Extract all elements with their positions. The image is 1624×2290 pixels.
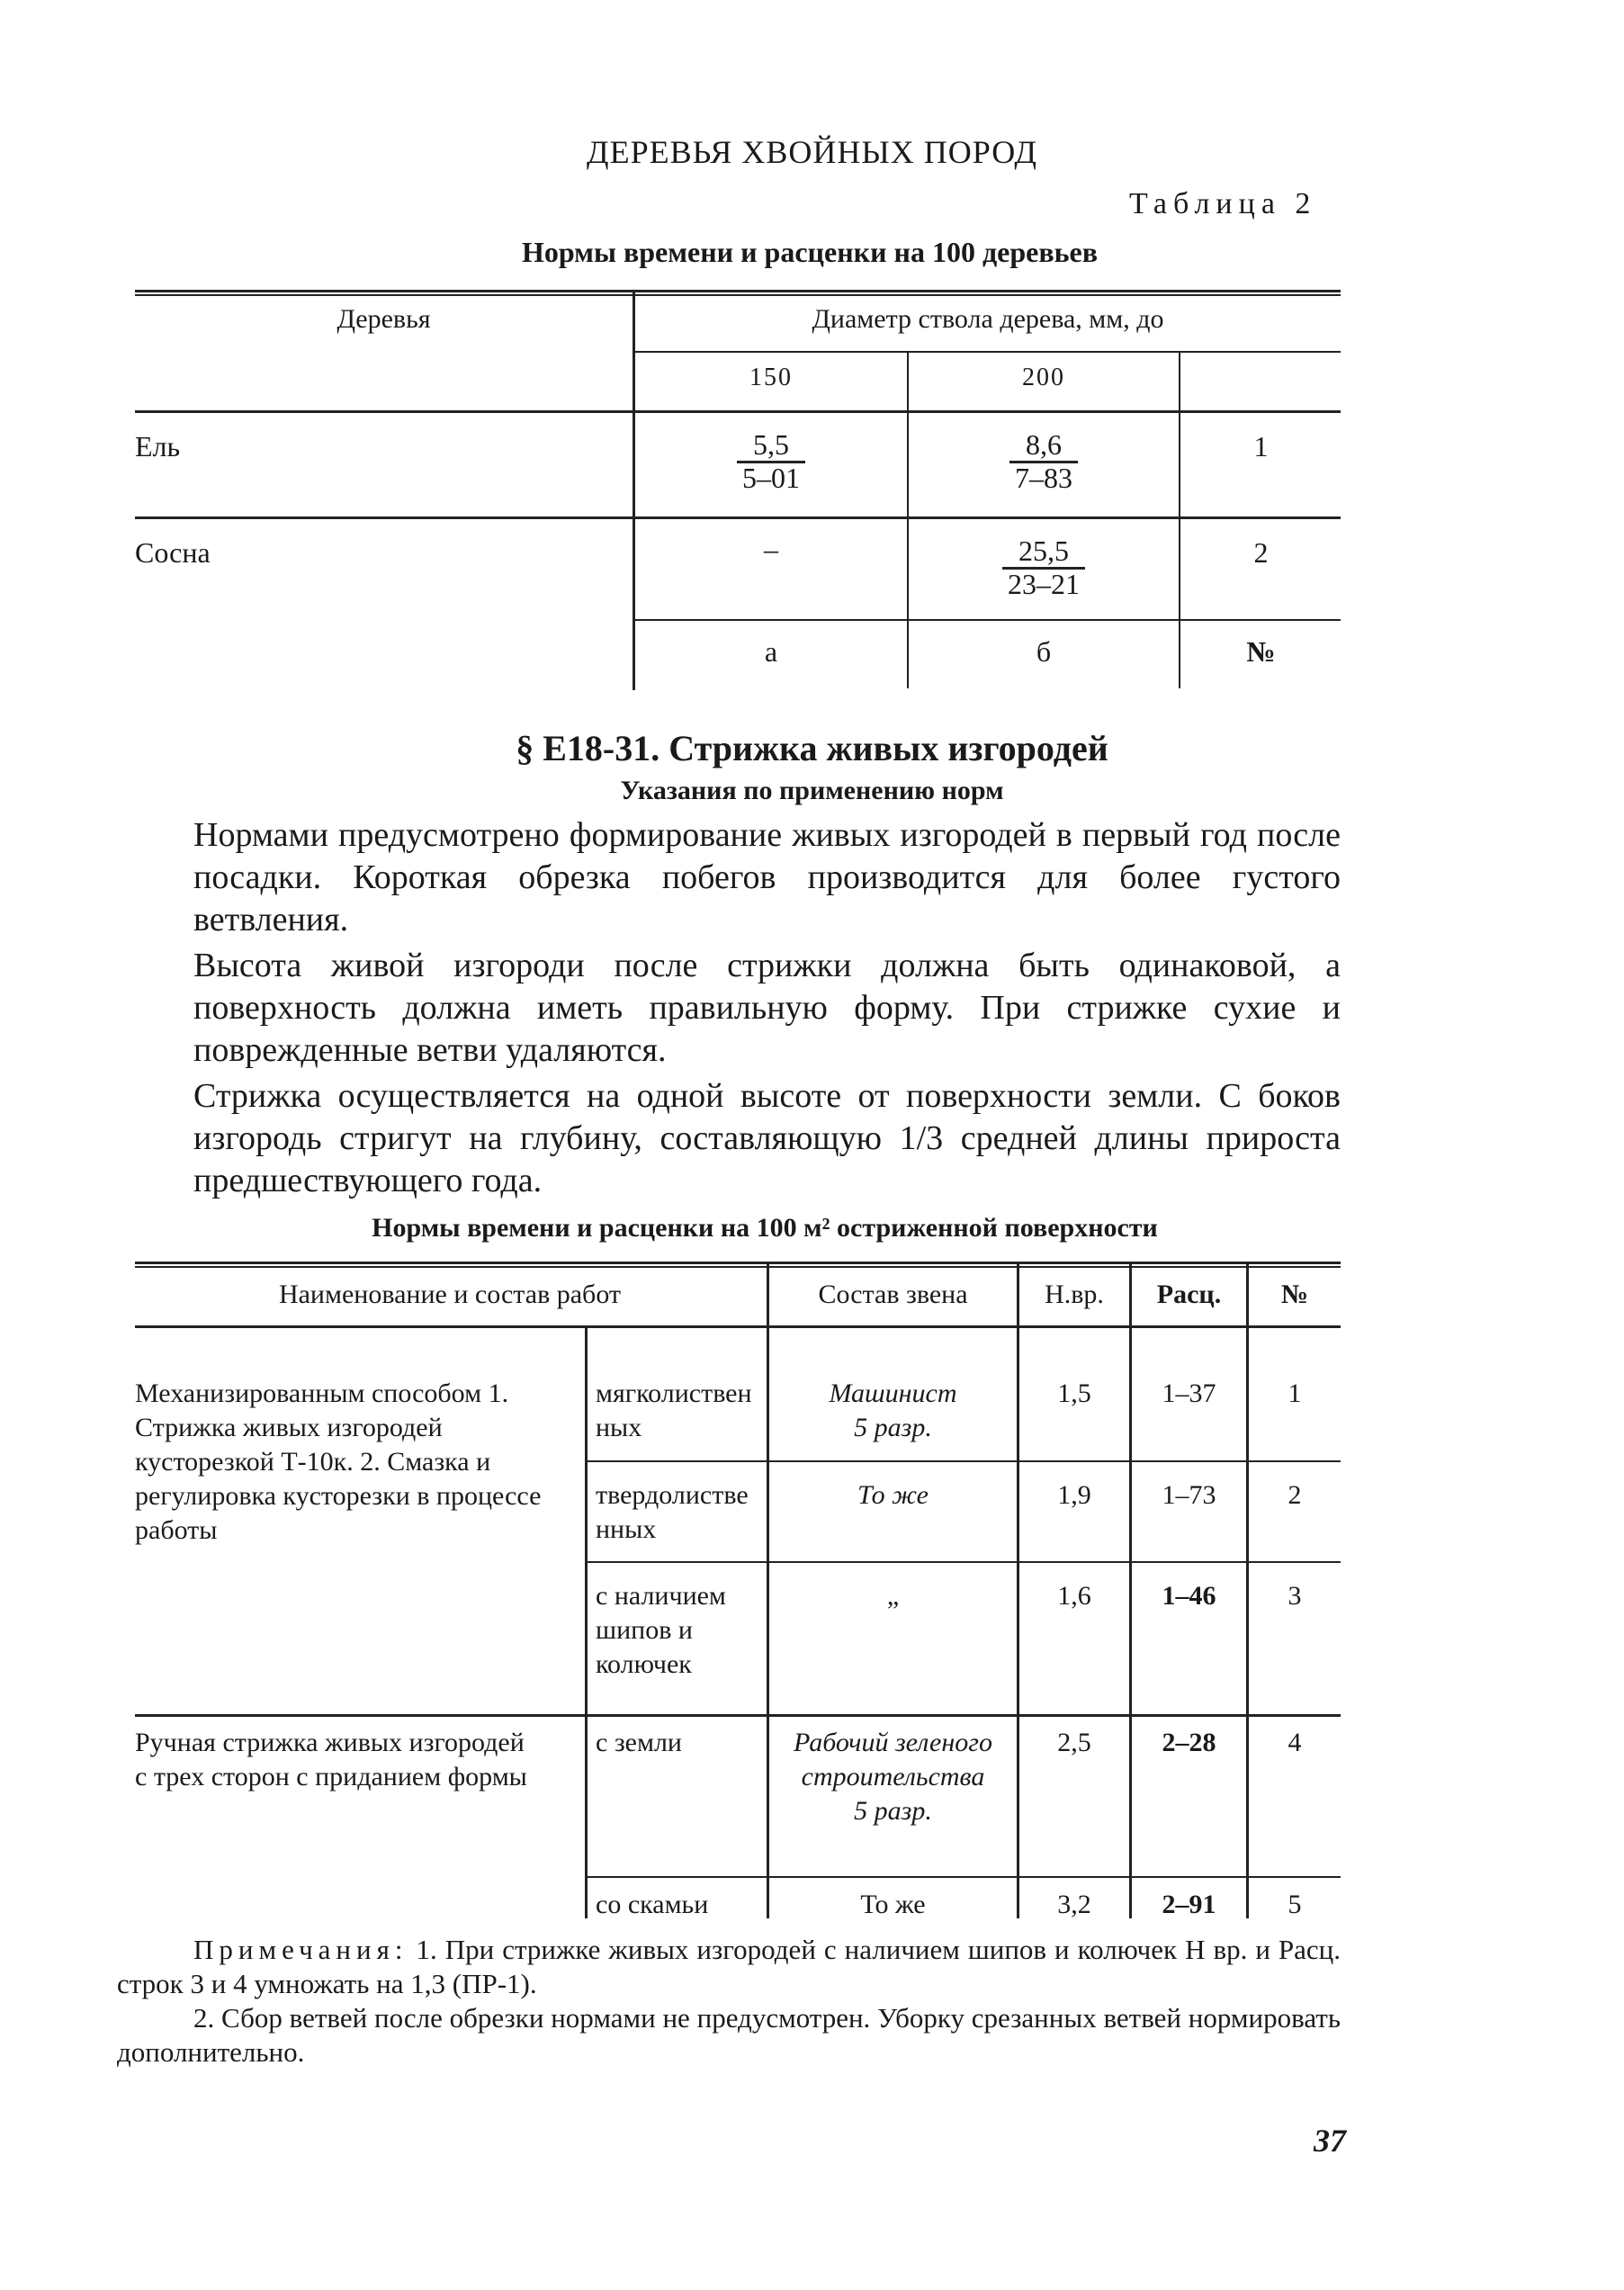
row3-number: 3 xyxy=(1288,1581,1302,1611)
row4-crew-grade: 5 разр. xyxy=(854,1796,932,1826)
group-manual: Ручная стрижка живых изгородей с трех сторон с приданием формы xyxy=(135,1728,527,1792)
row5-crew: То же xyxy=(860,1890,926,1919)
header-nvr: Н.вр. xyxy=(1045,1280,1104,1309)
row1-variant: мягколиственных xyxy=(596,1378,752,1442)
footer-b: б xyxy=(1036,635,1052,668)
footer-a: а xyxy=(764,635,778,668)
row1-crew xyxy=(769,1377,1017,1445)
row2-variant: твердолиственных xyxy=(596,1480,749,1544)
row4-crew-title: Рабочий зеленого строительства xyxy=(794,1728,992,1792)
header-rasc: Расц. xyxy=(1156,1280,1222,1309)
note-1 xyxy=(117,1933,1341,2001)
el-150-norm: 5,5 xyxy=(737,430,805,463)
row3-variant: с наличием шипов и колючек xyxy=(596,1581,726,1679)
paragraph-3: Стрижка осуществляется на одной высоте от поверхности земли. С боков изгородь стригут на глубину, составляющую 1/3 средней длины прироста предшествующего года. xyxy=(193,1077,1341,1199)
notes xyxy=(117,1933,1341,2070)
section-title: ДЕРЕВЬЯ ХВОЙНЫХ ПОРОД xyxy=(587,134,1037,170)
table2-caption: Нормы времени и расценки на 100 м² остриженной поверхности xyxy=(372,1213,1158,1243)
table1-caption: Нормы времени и расценки на 100 деревьев xyxy=(521,236,1099,268)
header-number: № xyxy=(1280,1280,1309,1309)
sosna-200-norm: 25,5 xyxy=(1002,536,1085,570)
note-1-text: 1. При стрижке живых изгородей с наличием шипов и колючек Н вр. и Расц. строк 3 и 4 умножать на 1,3 (ПР-1). xyxy=(117,1934,1341,1999)
subcol-200: 200 xyxy=(1022,364,1065,391)
header-work-name: Наименование и состав работ xyxy=(278,1280,622,1309)
row5-rasc: 2–91 xyxy=(1162,1890,1216,1919)
row1-nvr: 1,5 xyxy=(1057,1378,1091,1408)
row2-nvr: 1,9 xyxy=(1057,1480,1091,1510)
col-trees-header: Деревья xyxy=(336,304,431,334)
row4-crew xyxy=(783,1726,1003,1828)
row1-number: 1 xyxy=(1288,1378,1302,1408)
el-150-rate: 5–01 xyxy=(742,461,800,494)
row1-crew-grade: 5 разр. xyxy=(854,1413,932,1442)
row3-crew: „ xyxy=(886,1581,900,1611)
group-mechanized: Механизированным способом 1. Стрижка живых изгородей кусторезкой Т-10к. 2. Смазка и регулировка кусторезки в процессе работы xyxy=(135,1378,542,1545)
cell-sosna-200 xyxy=(909,536,1179,601)
section-heading: § Е18-31. Стрижка живых изгородей xyxy=(516,728,1108,768)
row5-variant: со скамьи xyxy=(596,1890,709,1919)
row5-nvr: 3,2 xyxy=(1057,1890,1091,1919)
row4-nvr: 2,5 xyxy=(1057,1728,1091,1757)
row2-crew: То же xyxy=(857,1480,929,1510)
subcol-150: 150 xyxy=(749,364,793,391)
notes-label: Примечания: xyxy=(193,1934,408,1965)
section-subheading: Указания по применению норм xyxy=(620,776,1004,805)
row2-number: 2 xyxy=(1288,1480,1302,1510)
row-name-el: Ель xyxy=(135,430,181,462)
row3-rasc: 1–46 xyxy=(1162,1581,1216,1611)
note-2: 2. Сбор ветвей после обрезки нормами не предусмотрен. Уборку срезанных ветвей нормировать дополнительно. xyxy=(117,2002,1341,2068)
row3-nvr: 1,6 xyxy=(1057,1581,1091,1611)
header-crew: Состав звена xyxy=(818,1280,968,1309)
row4-variant: с земли xyxy=(596,1728,682,1757)
page-number: 37 xyxy=(1314,2123,1346,2159)
row4-number: 4 xyxy=(1288,1728,1302,1757)
row1-crew-title: Машинист xyxy=(829,1378,957,1408)
instructions-text xyxy=(193,814,1341,1202)
row-name-sosna: Сосна xyxy=(135,536,211,569)
row-el-number: 1 xyxy=(1253,430,1269,462)
paragraph-1: Нормами предусмотрено формирование живых изгородей в первый год после посадки. Короткая обрезка побегов производится для более густого ветвления. xyxy=(193,816,1341,938)
row1-rasc: 1–37 xyxy=(1162,1378,1216,1408)
el-200-norm: 8,6 xyxy=(1009,430,1078,463)
row2-rasc: 1–73 xyxy=(1162,1480,1216,1510)
paragraph-2: Высота живой изгороди после стрижки должна быть одинаковой, а поверхность должна иметь правильную форму. При стрижке сухие и поврежденные ветви удаляются. xyxy=(193,947,1341,1069)
col-diameter-header: Диаметр ствола дерева, мм, до xyxy=(812,304,1164,334)
footer-no: № xyxy=(1246,635,1276,668)
cell-el-200 xyxy=(909,430,1179,495)
row4-rasc: 2–28 xyxy=(1162,1728,1216,1757)
row5-number: 5 xyxy=(1288,1890,1302,1919)
row-sosna-number: 2 xyxy=(1253,536,1269,569)
sosna-200-rate: 23–21 xyxy=(1008,567,1080,600)
el-200-rate: 7–83 xyxy=(1015,461,1072,494)
cell-el-150 xyxy=(635,430,907,495)
table-label: Таблица 2 xyxy=(1129,187,1317,220)
cell-sosna-150: – xyxy=(764,533,778,565)
